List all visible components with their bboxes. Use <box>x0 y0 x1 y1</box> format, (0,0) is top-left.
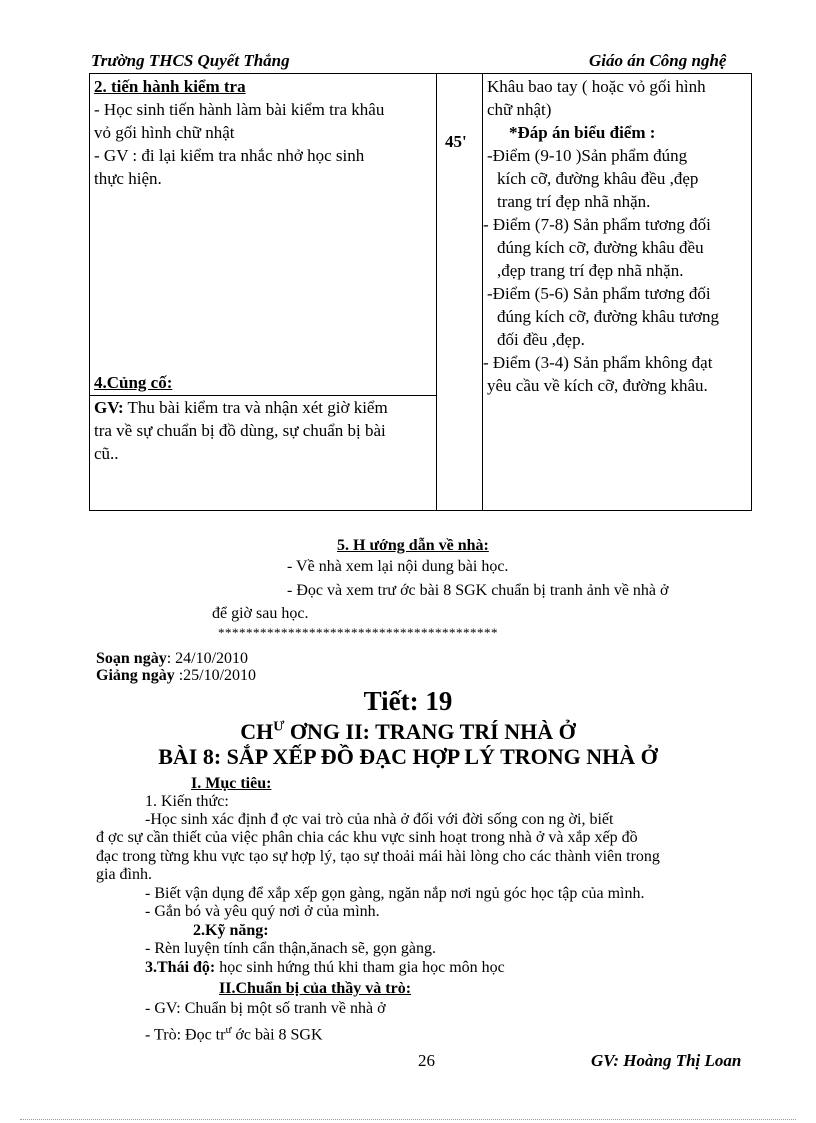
prep-heading: II.Chuẩn bị của thầy và trò: <box>219 980 412 997</box>
lesson-table <box>89 73 752 511</box>
gv-label: GV: <box>94 398 124 417</box>
prep-tro: - Trò: Đọc $tr^ư$ ớc bài 8 SGK <box>145 1024 323 1044</box>
answer-line: trang trí đẹp nhã nhặn. <box>497 192 651 211</box>
skills-heading: 2.Kỹ năng: <box>193 922 269 939</box>
left-upper-cell <box>90 74 437 396</box>
test-line: - Học sinh tiến hành làm bài kiểm tra khâu <box>94 100 385 119</box>
attitude-line: 3.Thái độ: học sinh hứng thú khi tham gia học môn học <box>145 959 505 976</box>
consolidate-line: tra về sự chuẩn bị đồ dùng, sự chuẩn bị bài <box>94 421 386 440</box>
answer-line: đối đều ,đẹp. <box>497 330 585 349</box>
right-cell <box>483 74 752 511</box>
knowledge-line: -Học sinh xác định đ ợc vai trò của nhà ở đối với đời sống con ng ời, biết <box>145 811 614 828</box>
answer-line: đúng kích cỡ, đường khâu tương <box>497 307 719 326</box>
objectives-heading: I. Mục tiêu: <box>191 775 272 792</box>
left-lower-cell <box>90 396 437 511</box>
test-line: vỏ gối hình chữ nhật <box>94 123 235 142</box>
answer-line: Khâu bao tay ( hoặc vỏ gối hình <box>487 77 706 96</box>
homework-line: - Đọc và xem trư ớc bài 8 SGK chuẩn bị tranh ảnh về nhà ở <box>287 582 669 599</box>
answer-line: đúng kích cỡ, đường khâu đều <box>497 238 704 257</box>
consolidate-line: GV: Thu bài kiểm tra và nhận xét giờ kiểm <box>94 398 388 417</box>
answer-line: -Điểm (5-6) Sản phẩm tương đối <box>487 284 711 303</box>
giang-date: Giảng ngày :25/10/2010 <box>96 667 257 684</box>
answer-line: -Điểm (9-10 )Sản phẩm đúng <box>487 146 688 165</box>
attitude-label: 3.Thái độ: <box>145 959 216 976</box>
consolidate-line: cũ.. <box>94 444 119 463</box>
skills-line: - Rèn luyện tính cẩn thận,ănach sẽ, gọn gàng. <box>145 940 437 957</box>
soan-date: Soạn ngày: 24/10/2010 <box>96 650 249 667</box>
chapter-title: $CH^Ư$ ƠNG II: TRANG TRÍ NHÀ Ở <box>240 719 576 744</box>
answer-line: chữ nhật) <box>487 100 552 119</box>
homework-heading: 5. H ướng dẫn về nhà: <box>337 537 489 554</box>
time-cell <box>437 74 483 511</box>
homework-line: - Về nhà xem lại nội dung bài học. <box>287 558 509 575</box>
stars-divider: **************************************** <box>218 625 498 640</box>
test-heading: 2. tiến hành kiểm tra <box>94 77 246 96</box>
teacher-name: GV: Hoàng Thị Loan <box>591 1051 742 1070</box>
answer-line: ,đẹp trang trí đẹp nhã nhặn. <box>497 261 684 280</box>
answer-line: - Điểm (7-8) Sản phẩm tương đối <box>483 215 711 234</box>
school-name: Trường THCS Quyết Thắng <box>91 51 290 70</box>
knowledge-line: đ ợc sự cần thiết của việc phân chia các khu vực sinh hoạt trong nhà ở và xắp xếp đồ <box>96 829 638 846</box>
test-line: - GV : đi lại kiểm tra nhắc nhở học sinh <box>94 146 365 165</box>
homework-line: để giờ sau học. <box>212 605 309 622</box>
knowledge-line: đạc trong từng khu vực tạo sự hợp lý, tạo sự thoải mái hài lòng cho các thành viên trong <box>96 848 660 865</box>
knowledge-heading: 1. Kiến thức: <box>145 793 229 810</box>
subject-name: Giáo án Công nghệ <box>589 51 727 70</box>
test-line: thực hiện. <box>94 169 162 188</box>
knowledge-line: - Biết vận dụng để xắp xếp gọn gàng, ngăn nắp nơi ngủ góc học tập của mình. <box>145 885 645 902</box>
page-number: 26 <box>418 1051 435 1070</box>
answer-line: yêu cầu về kích cỡ, đường khâu. <box>487 376 708 395</box>
lesson-number: Tiết: 19 <box>363 686 453 716</box>
consolidate-heading: 4.Củng cố: <box>94 373 173 392</box>
page-edge-divider <box>20 1119 796 1120</box>
lesson-title: BÀI 8: SẮP XẾP ĐỒ ĐẠC HỢP LÝ TRONG NHÀ Ở <box>158 744 658 769</box>
answer-line: kích cỡ, đường khâu đều ,đẹp <box>497 169 699 188</box>
knowledge-line: - Gắn bó và yêu quý nơi ở của mình. <box>145 903 380 920</box>
answer-key-heading: *Đáp án biểu điểm : <box>509 123 656 142</box>
knowledge-line: gia đình. <box>96 866 152 883</box>
time-value: 45' <box>445 132 467 151</box>
answer-line: - Điểm (3-4) Sản phẩm không đạt <box>483 353 713 372</box>
prep-gv: - GV: Chuẩn bị một số tranh về nhà ở <box>145 1000 386 1017</box>
